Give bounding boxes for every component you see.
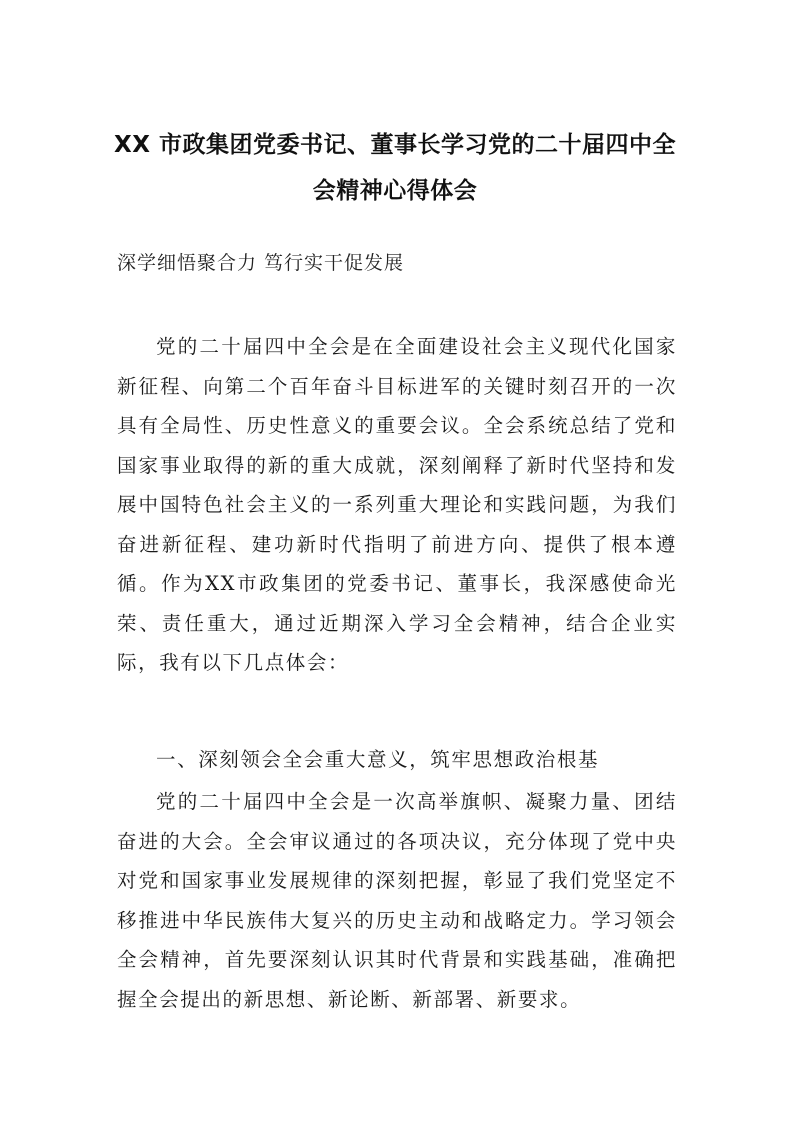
section-1-heading: 一、深刻领会全会重大意义，筑牢思想政治根基 [156, 748, 600, 771]
intro-paragraph: 党的二十届四中全会是在全面建设社会主义现代化国家新征程、向第二个百年奋斗目标进军的关键时刻召开的一次具有全局性、历史性意义的重要会议。全会系统总结了党和国家事业取得的新的重大成就，深刻阐释了新时代坚持和发展中国特色社会主义的一系列重大理论和实践问题，为我们奋进新征程、建功新时代指明了前进方向、提供了根本遵循。作为XX市政集团的党委书记、董事长，我深感使命光荣、责任重大，通过近期深入学习全会精神，结合企业实际，我有以下几点体会： [117, 335, 677, 674]
document-title: XX 市政集团党委书记、董事长学习党的二十届四中全会精神心得体会 [114, 132, 676, 204]
section-1-paragraph: 党的二十届四中全会是一次高举旗帜、凝聚力量、团结奋进的大会。全会审议通过的各项决议，充分体现了党中央对党和国家事业发展规律的深刻把握，彰显了我们党坚定不移推进中华民族伟大复兴的历史主动和战略定力。学习领会全会精神，首先要深刻认识其时代背景和实践基础，准确把握全会提出的新思想、新论断、新部署、新要求。 [117, 790, 677, 1011]
document-subtitle: 深学细悟聚合力 笃行实干促发展 [117, 252, 405, 274]
